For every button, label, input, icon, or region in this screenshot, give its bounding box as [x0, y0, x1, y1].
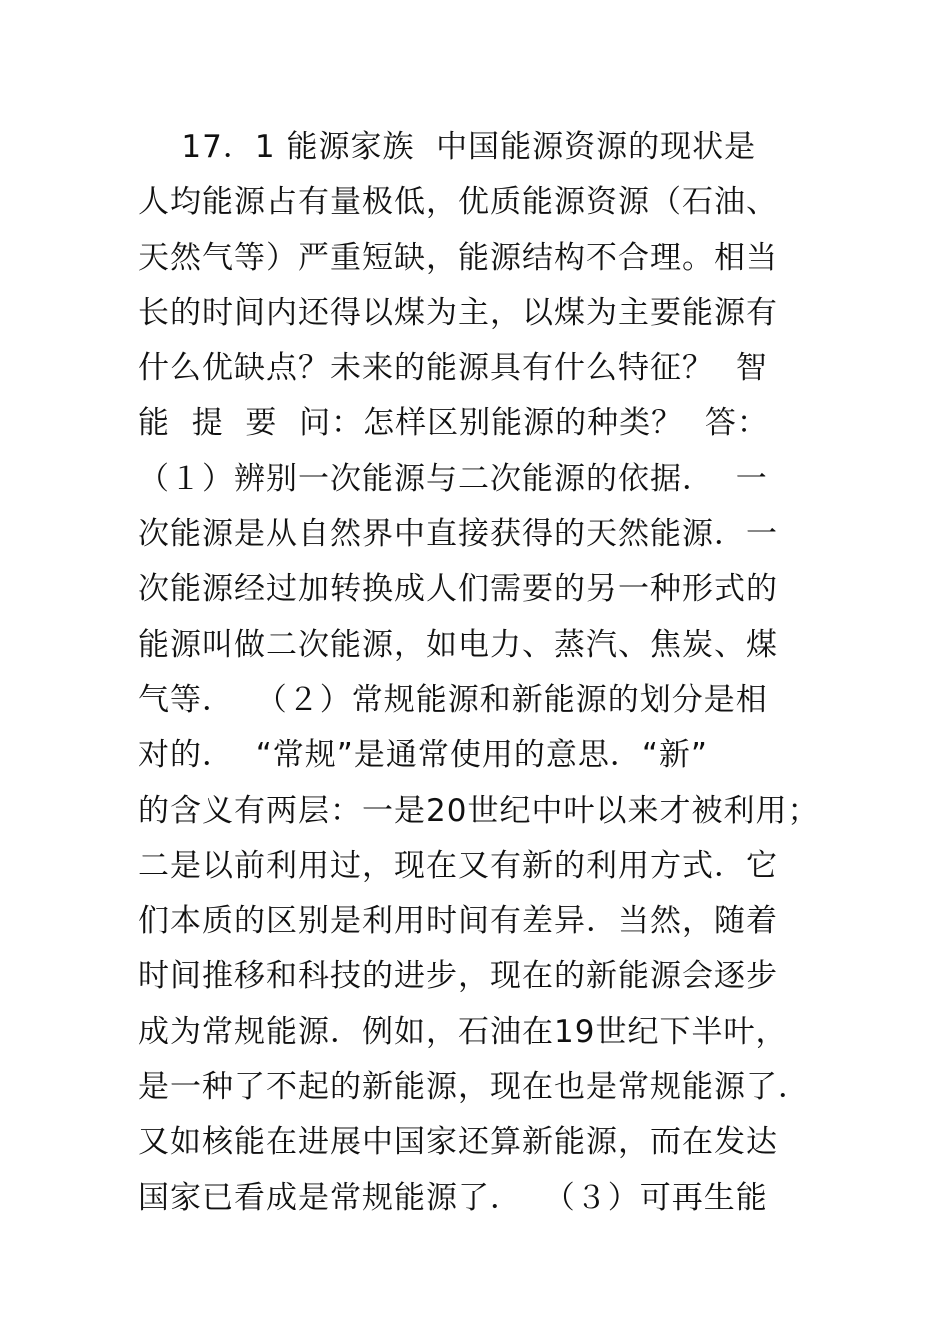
- text-line: 次能源是从自然界中直接获得的天然能源．一: [138, 516, 778, 553]
- text-line: 人均能源占有量极低，优质能源资源（石油、: [138, 184, 778, 221]
- text-line: 17．1 能源家族 中国能源资源的现状是: [138, 129, 757, 165]
- text-line: 国家已看成是常规能源了． （３）可再生能: [138, 1179, 768, 1216]
- text-line: 次能源经过加转换成人们需要的另一种形式的: [138, 571, 778, 608]
- text-line: 气等． （２）常规能源和新能源的划分是相: [138, 681, 768, 718]
- text-line: 的含义有两层：一是20世纪中叶以来才被利用；: [138, 792, 820, 829]
- text-line: （１）辨别一次能源与二次能源的依据． 一: [138, 460, 768, 497]
- text-line: 们本质的区别是利用时间有差异．当然，随着: [138, 903, 778, 940]
- text-line: 是一种了不起的新能源，现在也是常规能源了．: [138, 1069, 810, 1106]
- document-body: [138, 120, 838, 1226]
- text-line: 长的时间内还得以煤为主，以煤为主要能源有: [138, 294, 778, 331]
- text-line: 二是以前利用过，现在又有新的利用方式．它: [138, 847, 778, 884]
- text-line: 能 提 要 问：怎样区别能源的种类？ 答：: [138, 405, 769, 442]
- text-line: 天然气等）严重短缺，能源结构不合理。相当: [138, 239, 778, 276]
- text-line: 又如核能在进展中国家还算新能源，而在发达: [138, 1124, 778, 1161]
- text-line: 时间推移和科技的进步，现在的新能源会逐步: [138, 958, 778, 995]
- text-line: 什么优缺点？未来的能源具有什么特征？ 智: [138, 350, 768, 387]
- text-line: 成为常规能源．例如，石油在19世纪下半叶，: [138, 1013, 788, 1050]
- text-line: 对的． “常规”是通常使用的意思．“新”: [138, 737, 708, 774]
- text-line: 能源叫做二次能源，如电力、蒸汽、焦炭、煤: [138, 626, 778, 663]
